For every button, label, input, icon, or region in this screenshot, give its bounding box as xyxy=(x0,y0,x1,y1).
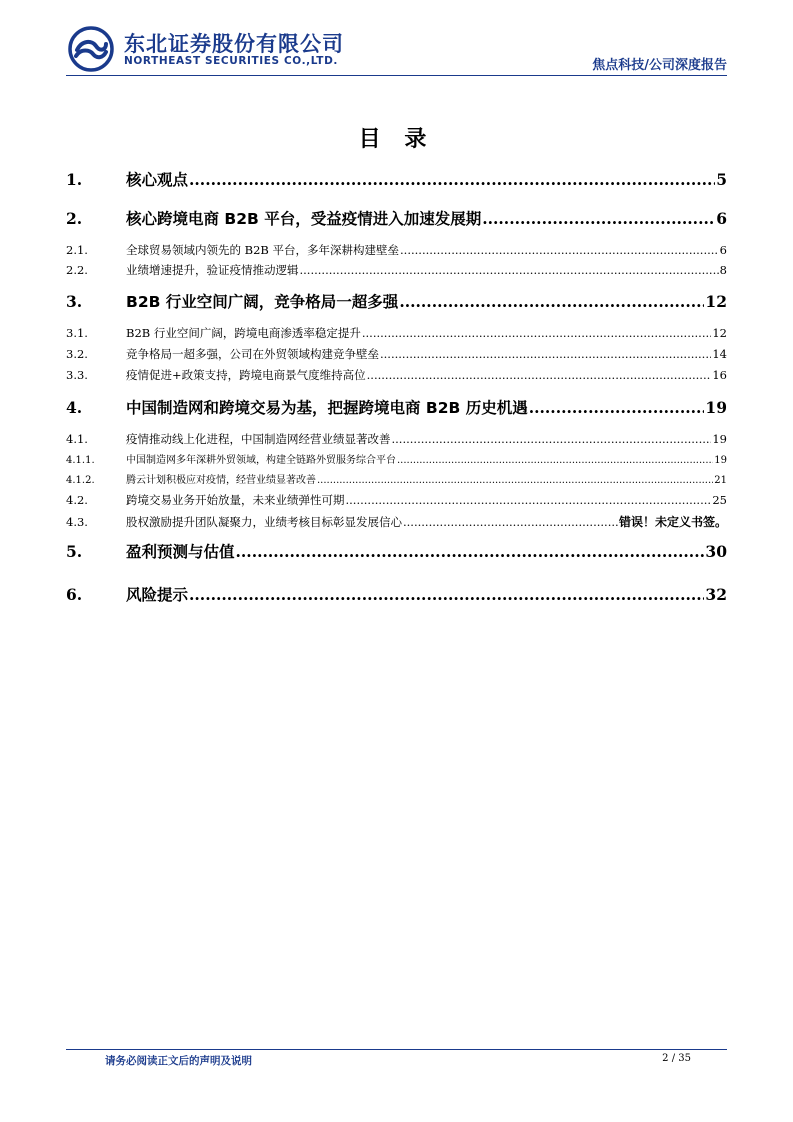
toc-leader-dots xyxy=(362,326,711,340)
toc-entry-page: 21 xyxy=(714,475,727,486)
toc-entry-number: 4.1.1. xyxy=(66,455,95,466)
toc-entry-number: 1. xyxy=(66,170,83,189)
toc-entry-title: 竞争格局一超多强，公司在外贸领域构建竞争壁垒 xyxy=(126,347,379,361)
toc-entry-number: 3.2. xyxy=(66,347,88,361)
toc-entry[interactable] xyxy=(66,262,727,278)
page-header xyxy=(0,0,793,80)
footer-divider xyxy=(66,1049,727,1050)
toc-entry-title: 跨境交易业务开始放量，未来业绩弹性可期 xyxy=(126,493,345,507)
toc-entry-number: 4. xyxy=(66,398,83,417)
toc-entry-page: 12 xyxy=(712,326,727,340)
toc-entry-number: 3.3. xyxy=(66,368,88,382)
toc-leader-dots xyxy=(189,585,704,604)
toc-entry-number: 4.1. xyxy=(66,432,88,446)
toc-entry-number: 6. xyxy=(66,585,83,604)
toc-entry[interactable] xyxy=(66,492,727,508)
toc-entry-number: 2.1. xyxy=(66,243,88,257)
toc-entry-page: 6 xyxy=(716,209,727,228)
toc-entry-title: 业绩增速提升，验证疫情推动逻辑 xyxy=(126,263,299,277)
toc-title: 目 录 xyxy=(358,127,435,152)
toc-entry-page: 25 xyxy=(712,493,727,507)
toc-entry-page: 32 xyxy=(705,585,727,604)
toc-leader-dots xyxy=(403,515,618,529)
toc-entry-title: 股权激励提升团队凝聚力，业绩考核目标彰显发展信心 xyxy=(126,515,402,529)
company-logo-icon xyxy=(68,26,114,72)
toc-leader-dots xyxy=(189,170,715,189)
toc-entry-page: 5 xyxy=(716,170,727,189)
company-name-en: NORTHEAST SECURITIES CO.,LTD. xyxy=(124,55,338,67)
toc-leader-dots xyxy=(397,455,713,466)
toc-entry-title: 盈利预测与估值 xyxy=(126,543,235,561)
toc-entry-title: 核心观点 xyxy=(126,171,189,189)
toc-entry[interactable] xyxy=(66,583,727,605)
toc-leader-dots xyxy=(346,493,712,507)
toc-entry-title: 腾云计划积极应对疫情，经营业绩显著改善 xyxy=(126,475,316,486)
report-tag: 焦点科技/公司深度报告 xyxy=(592,58,727,73)
toc-entry-number: 4.1.2. xyxy=(66,475,95,486)
toc-entry-title: B2B 行业空间广阔，跨境电商渗透率稳定提升 xyxy=(126,326,361,340)
toc-entry-number: 3.1. xyxy=(66,326,88,340)
toc-entry[interactable] xyxy=(66,513,727,529)
toc-entry[interactable] xyxy=(66,168,727,190)
toc-entry-number: 3. xyxy=(66,292,83,311)
toc-entry-title: 风险提示 xyxy=(126,586,189,604)
toc-entry[interactable] xyxy=(66,242,727,258)
toc-entry-page: 14 xyxy=(712,347,727,361)
toc-entry-title: 中国制造网多年深耕外贸领域，构建全链路外贸服务综合平台 xyxy=(126,455,396,466)
footer-disclaimer: 请务必阅读正文后的声明及说明 xyxy=(105,1055,252,1067)
toc-entry-title: B2B 行业空间广阔，竞争格局一超多强 xyxy=(126,293,399,311)
toc-leader-dots xyxy=(367,368,712,382)
header-divider xyxy=(66,75,727,76)
toc-entry-number: 4.3. xyxy=(66,515,88,529)
toc-leader-dots xyxy=(400,243,719,257)
toc-entry-page: 错误！未定义书签。 xyxy=(618,515,727,529)
toc-entry-page: 30 xyxy=(705,542,727,561)
toc-entry-number: 4.2. xyxy=(66,493,88,507)
toc-entry[interactable] xyxy=(66,431,727,447)
toc-entry-page: 19 xyxy=(714,455,727,466)
toc-leader-dots xyxy=(392,432,712,446)
toc-entry[interactable] xyxy=(66,367,727,383)
toc-entry-page: 6 xyxy=(719,243,727,257)
toc-entry-title: 核心跨境电商 B2B 平台，受益疫情进入加速发展期 xyxy=(126,210,482,228)
toc-entry[interactable] xyxy=(66,290,727,312)
toc-entry-page: 19 xyxy=(705,398,727,417)
page-indicator: 2 / 35 xyxy=(662,1053,691,1064)
toc-entry-number: 5. xyxy=(66,542,83,561)
toc-leader-dots xyxy=(482,209,715,228)
toc-entry[interactable] xyxy=(66,451,727,465)
toc-entry-title: 疫情促进+政策支持，跨境电商景气度维持高位 xyxy=(126,368,366,382)
toc-entry-title: 疫情推动线上化进程，中国制造网经营业绩显著改善 xyxy=(126,432,391,446)
toc-entry-number: 2.2. xyxy=(66,263,88,277)
toc-entry-title: 中国制造网和跨境交易为基，把握跨境电商 B2B 历史机遇 xyxy=(126,399,528,417)
toc-leader-dots xyxy=(529,398,705,417)
toc-entry[interactable] xyxy=(66,207,727,229)
toc-entry-number: 2. xyxy=(66,209,83,228)
toc-entry-page: 12 xyxy=(705,292,727,311)
toc-entry[interactable] xyxy=(66,325,727,341)
toc-leader-dots xyxy=(300,263,719,277)
toc-entry-page: 16 xyxy=(712,368,727,382)
toc-entry-page: 19 xyxy=(712,432,727,446)
toc-entry[interactable] xyxy=(66,471,727,485)
toc-leader-dots xyxy=(380,347,711,361)
toc-leader-dots xyxy=(317,475,713,486)
toc-leader-dots xyxy=(399,292,704,311)
company-name-cn: 东北证券股份有限公司 xyxy=(124,32,344,56)
toc-entry-title: 全球贸易领域内领先的 B2B 平台，多年深耕构建壁垒 xyxy=(126,243,400,257)
toc-entry-page: 8 xyxy=(719,263,727,277)
toc-leader-dots xyxy=(236,542,705,561)
toc-entry[interactable] xyxy=(66,540,727,562)
toc-entry[interactable] xyxy=(66,346,727,362)
toc-entry[interactable] xyxy=(66,396,727,418)
